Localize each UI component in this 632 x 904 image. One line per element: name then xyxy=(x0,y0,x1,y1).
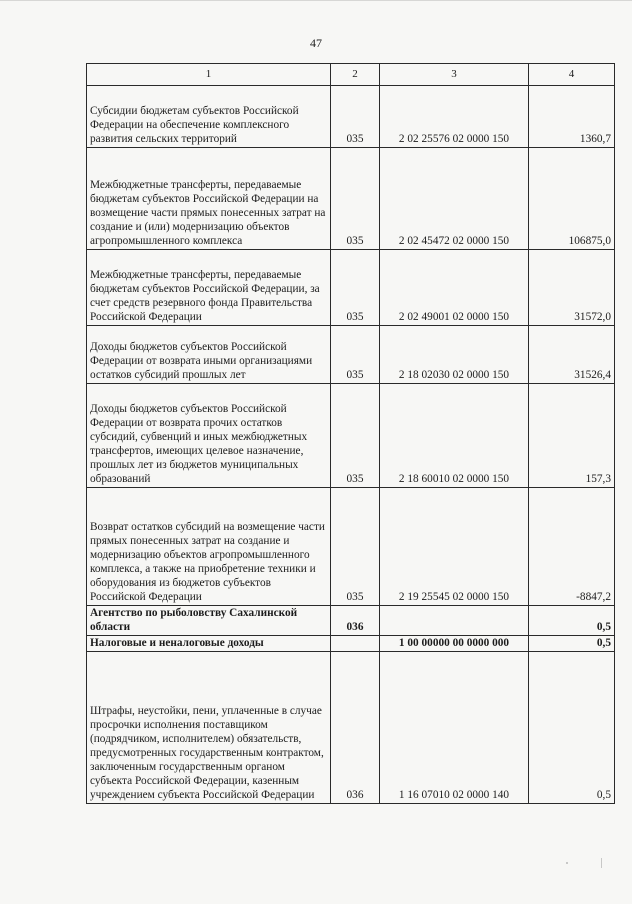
scan-mark xyxy=(0,0,632,1)
row-kbk-cell xyxy=(380,606,529,636)
table-row xyxy=(87,606,615,636)
row-kbk-cell: 2 18 60010 02 0000 150 xyxy=(380,384,529,488)
row-name-cell: Штрафы, неустойки, пени, уплаченные в случае просрочки исполнения поставщиком (подрядчиком, исполнителем) обязательств, предусмотренных государственным контрактом, заключенным государственным органом субъекта Российской Федерации, казенным учреждением субъекта Российской Федерации xyxy=(87,652,331,804)
row-name-cell: Агентство по рыболовству Сахалинской области xyxy=(87,606,331,636)
row-sum-cell: 31526,4 xyxy=(529,326,615,384)
row-kbk-cell: 1 16 07010 02 0000 140 xyxy=(380,652,529,804)
row-kbk-cell: 2 02 49001 02 0000 150 xyxy=(380,250,529,326)
row-code-cell: 035 xyxy=(331,384,380,488)
row-name-cell: Доходы бюджетов субъектов Российской Федерации от возврата иными организациями остатков субсидий прошлых лет xyxy=(87,326,331,384)
table-row xyxy=(87,86,615,148)
scan-mark xyxy=(566,862,568,864)
row-name-cell: Доходы бюджетов субъектов Российской Федерации от возврата прочих остатков субсидий, субвенций и иных межбюджетных трансфертов, имеющих целевое назначение, прошлых лет из бюджетов муниципальных образований xyxy=(87,384,331,488)
table-row xyxy=(87,384,615,488)
row-sum-cell: 1360,7 xyxy=(529,86,615,148)
row-code-cell: 035 xyxy=(331,86,380,148)
row-sum-cell: 31572,0 xyxy=(529,250,615,326)
scan-mark xyxy=(601,858,602,868)
column-header-kbk: 3 xyxy=(380,64,529,86)
row-sum-cell: 0,5 xyxy=(529,652,615,804)
column-header-sum: 4 xyxy=(529,64,615,86)
column-header-code: 2 xyxy=(331,64,380,86)
row-name-cell: Межбюджетные трансферты, передаваемые бюджетам субъектов Российской Федерации на возмещение части прямых понесенных затрат на создание и (или) модернизацию объектов агропромышленного комплекса xyxy=(87,148,331,250)
row-name-cell: Субсидии бюджетам субъектов Российской Федерации на обеспечение комплексного развития сельских территорий xyxy=(87,86,331,148)
table-row xyxy=(87,148,615,250)
table-body xyxy=(87,86,615,804)
row-code-cell: 035 xyxy=(331,326,380,384)
table-row xyxy=(87,326,615,384)
row-sum-cell: 106875,0 xyxy=(529,148,615,250)
row-sum-cell: -8847,2 xyxy=(529,488,615,606)
row-sum-cell: 157,3 xyxy=(529,384,615,488)
row-code-cell: 035 xyxy=(331,250,380,326)
budget-revenue-table xyxy=(86,63,615,804)
table-header-row xyxy=(87,64,615,86)
row-code-cell: 036 xyxy=(331,606,380,636)
table-row xyxy=(87,488,615,606)
row-sum-cell: 0,5 xyxy=(529,636,615,652)
table-row xyxy=(87,250,615,326)
row-code-cell: 035 xyxy=(331,148,380,250)
page-number: 47 xyxy=(310,36,322,50)
row-kbk-cell: 2 02 25576 02 0000 150 xyxy=(380,86,529,148)
row-kbk-cell: 1 00 00000 00 0000 000 xyxy=(380,636,529,652)
row-kbk-cell: 2 18 02030 02 0000 150 xyxy=(380,326,529,384)
row-kbk-cell: 2 19 25545 02 0000 150 xyxy=(380,488,529,606)
row-name-cell: Налоговые и неналоговые доходы xyxy=(87,636,331,652)
row-code-cell xyxy=(331,636,380,652)
row-code-cell: 036 xyxy=(331,652,380,804)
column-header-name: 1 xyxy=(87,64,331,86)
table-row xyxy=(87,652,615,804)
table-row xyxy=(87,636,615,652)
row-kbk-cell: 2 02 45472 02 0000 150 xyxy=(380,148,529,250)
row-code-cell: 035 xyxy=(331,488,380,606)
row-name-cell: Межбюджетные трансферты, передаваемые бюджетам субъектов Российской Федерации, за счет средств резервного фонда Правительства Российской Федерации xyxy=(87,250,331,326)
row-name-cell: Возврат остатков субсидий на возмещение части прямых понесенных затрат на создание и модернизацию объектов агропромышленного комплекса, а также на приобретение техники и оборудования из бюджетов субъектов Российской Федерации xyxy=(87,488,331,606)
row-sum-cell: 0,5 xyxy=(529,606,615,636)
